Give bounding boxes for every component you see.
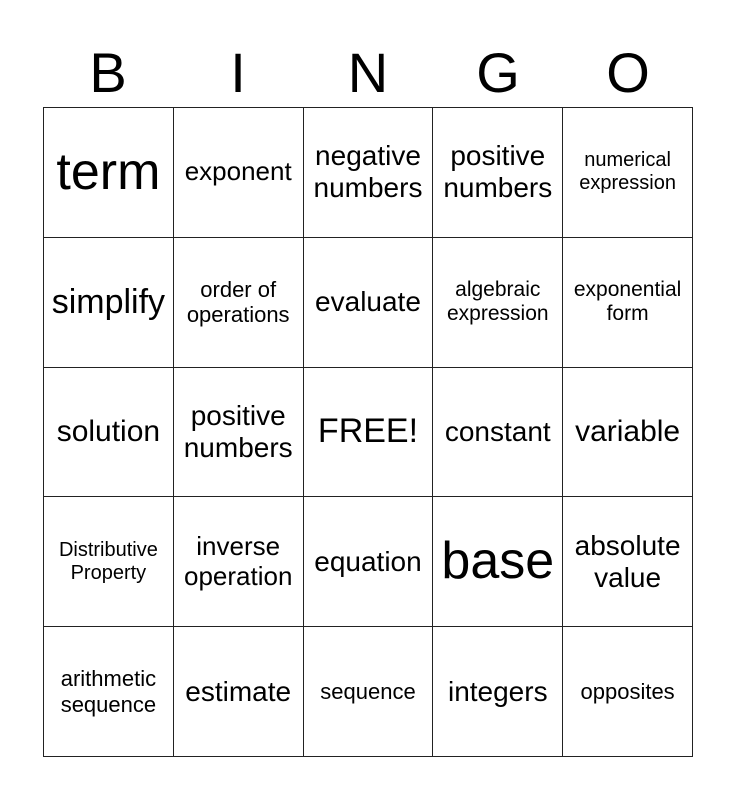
bingo-cell[interactable]: exponent	[174, 108, 304, 238]
bingo-cell[interactable]: arithmetic sequence	[44, 627, 174, 757]
bingo-cell[interactable]: negative numbers	[304, 108, 434, 238]
header-letter-n: N	[347, 41, 389, 104]
header-letter-o: O	[606, 41, 650, 104]
bingo-cell[interactable]: base	[433, 497, 563, 627]
bingo-cell[interactable]: inverse operation	[174, 497, 304, 627]
bingo-cell[interactable]: variable	[563, 368, 693, 498]
bingo-cell[interactable]: exponential form	[563, 238, 693, 368]
bingo-cell[interactable]: evaluate	[304, 238, 434, 368]
bingo-cell[interactable]: opposites	[563, 627, 693, 757]
bingo-cell[interactable]: algebraic expression	[433, 238, 563, 368]
bingo-cell[interactable]: absolute value	[563, 497, 693, 627]
bingo-cell[interactable]: solution	[44, 368, 174, 498]
bingo-cell[interactable]: numerical expression	[563, 108, 693, 238]
bingo-cell[interactable]: estimate	[174, 627, 304, 757]
bingo-cell[interactable]: Distributive Property	[44, 497, 174, 627]
bingo-cell[interactable]: positive numbers	[433, 108, 563, 238]
bingo-cell[interactable]: integers	[433, 627, 563, 757]
header-letter-g: G	[476, 41, 520, 104]
bingo-cell[interactable]: FREE!	[304, 368, 434, 498]
bingo-cell[interactable]: order of operations	[174, 238, 304, 368]
bingo-cell[interactable]: simplify	[44, 238, 174, 368]
bingo-cell[interactable]: positive numbers	[174, 368, 304, 498]
bingo-cell[interactable]: constant	[433, 368, 563, 498]
bingo-cell[interactable]: term	[44, 108, 174, 238]
bingo-header	[43, 40, 693, 106]
bingo-cell[interactable]: equation	[304, 497, 434, 627]
bingo-grid	[43, 107, 693, 757]
header-letter-i: I	[230, 41, 246, 104]
bingo-cell[interactable]: sequence	[304, 627, 434, 757]
header-letter-b: B	[89, 41, 127, 104]
